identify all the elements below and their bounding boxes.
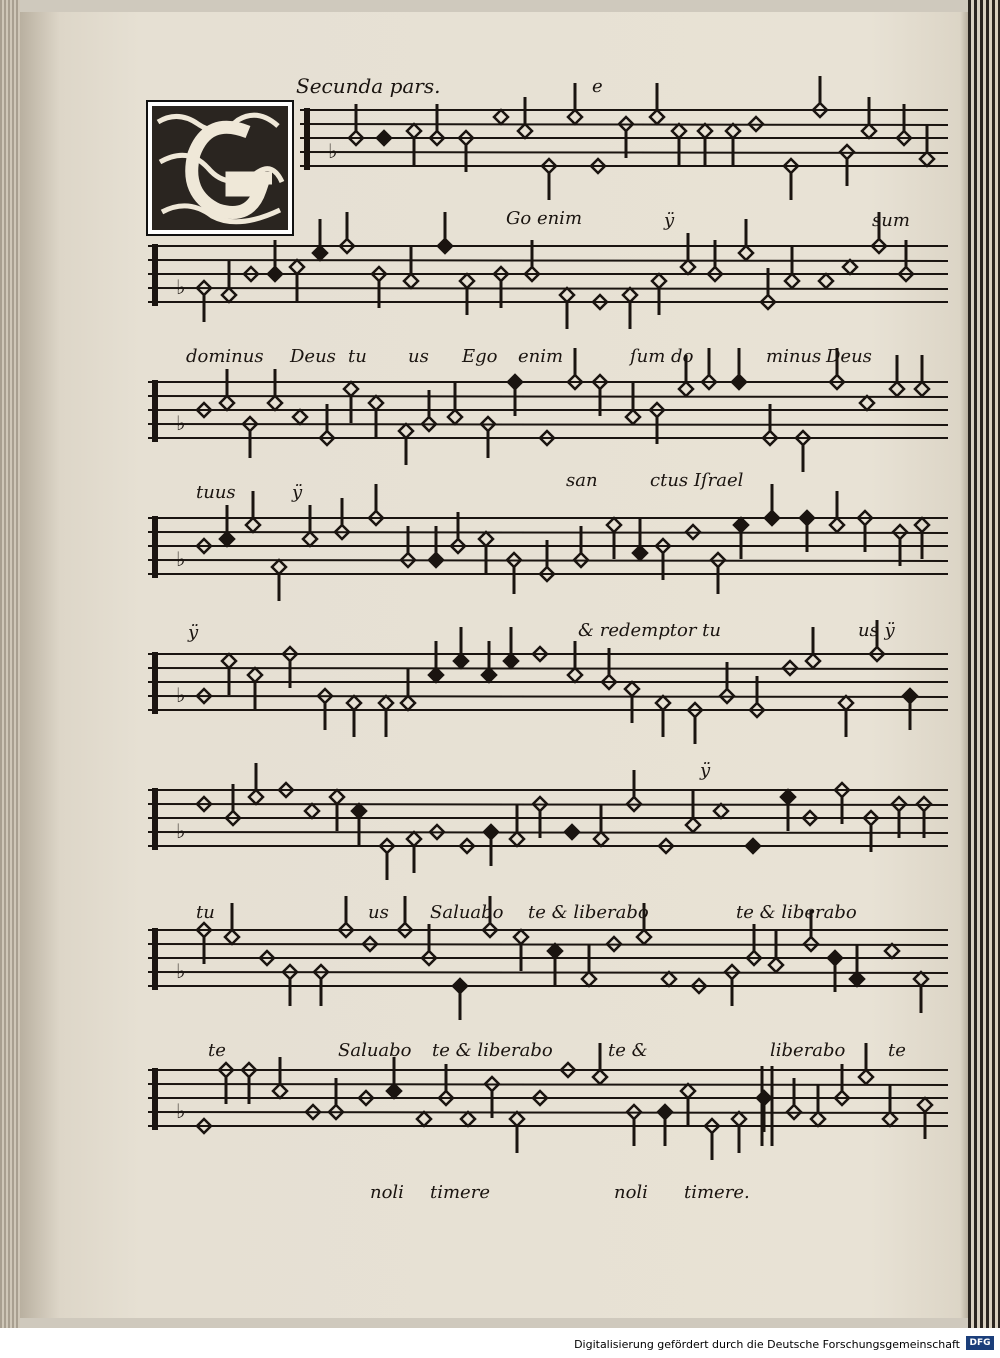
note [461,1112,475,1126]
note [293,410,307,424]
page-signature: e [592,76,603,97]
lyric: te [208,1040,226,1061]
note [686,791,700,832]
note [781,790,795,831]
flat-sign: ♭ [176,411,186,435]
lyric: te & [608,1040,648,1061]
note [246,491,260,532]
note [387,1057,401,1098]
note [890,355,904,396]
note [734,518,748,559]
note [915,518,929,559]
note [417,1112,431,1126]
staff-line [300,124,948,125]
clef-mark [152,244,158,306]
note [494,110,508,124]
note [843,260,857,274]
lyric: minus [766,346,822,367]
note [726,124,740,165]
note [920,125,934,166]
note [330,790,344,831]
dfg-logo-icon: DFG [966,1336,994,1350]
funding-credit: Digitalisierung gefördert durch die Deutsche Forschungsgemeinschaft [574,1338,960,1351]
note [732,1112,746,1153]
note [672,124,686,165]
lyric: ctus Iſrael [650,470,744,491]
lyric: Saluabo [338,1040,412,1061]
note [565,825,579,839]
lyric: enim [518,346,564,367]
staff-line [148,288,948,289]
note [454,627,468,668]
flat-sign: ♭ [176,547,186,571]
note [862,97,876,138]
note [819,274,833,288]
staff-line [148,396,948,397]
lyric: Ego [462,346,498,367]
note [273,1057,287,1098]
note [369,396,383,437]
note [248,668,262,709]
lyric: us [368,902,389,923]
lyric: dominus [186,346,264,367]
lyric: tuus [196,482,236,503]
lyric: tu [196,902,215,923]
lyric: ÿ [188,622,199,643]
note [399,424,413,465]
part-label: Secunda pars. [296,74,441,98]
note [681,233,695,274]
note [830,491,844,532]
lyric: sum [872,210,910,231]
note [222,261,236,302]
lyric: Saluabo [430,902,504,923]
note [582,945,596,986]
note [482,641,496,682]
staff-line [148,944,948,945]
note [765,484,779,525]
note [732,348,746,389]
staff-line [148,668,948,669]
note [453,979,467,1020]
clef-mark [152,788,158,850]
note [504,627,518,668]
note [681,1084,695,1125]
clef-mark [304,108,310,170]
note [518,97,532,138]
note [568,83,582,124]
staff-line [148,1112,948,1113]
note [650,83,664,124]
staff-line [148,696,948,697]
lyric: timere. [684,1182,750,1203]
note [222,654,236,695]
staff-line [148,424,948,425]
flat-sign: ♭ [176,819,186,843]
note [438,212,452,253]
note [225,903,239,944]
note [593,1043,607,1084]
note [268,369,282,410]
note [850,945,864,986]
note [407,832,421,873]
note [739,219,753,260]
note [272,560,286,601]
staff-line [148,260,948,261]
note [698,124,712,165]
note [811,1085,825,1126]
lyric: us ÿ [858,620,895,641]
note [448,383,462,424]
lyric: te & liberabo [736,902,857,923]
note [839,696,853,737]
note [303,505,317,546]
note [714,804,728,818]
clef-mark [152,652,158,714]
lyric: ÿ [664,210,675,231]
note [859,1043,873,1084]
note [883,1085,897,1126]
note [220,505,234,546]
staff-line [148,532,948,533]
note [510,805,524,846]
staff-line [148,1084,948,1085]
note [344,382,358,423]
note [594,805,608,846]
lyric: ſum do [630,346,694,367]
note [514,930,528,971]
clef-mark [152,380,158,442]
lyric: Deus [826,346,872,367]
note [548,944,562,985]
lyric: te & liberabo [528,902,649,923]
staff-line [300,152,948,153]
lyric: noli [614,1182,648,1203]
note [560,288,574,329]
lyric: tu [348,346,367,367]
note [377,131,391,145]
note [785,247,799,288]
flat-sign: ♭ [176,1099,186,1123]
note [305,804,319,818]
flat-sign: ♭ [176,683,186,707]
note [249,763,263,804]
lyric: te & liberabo [432,1040,553,1061]
note [607,518,621,559]
flat-sign: ♭ [176,275,186,299]
lyric: noli [370,1182,404,1203]
staff-line [148,972,948,973]
note [401,669,415,710]
note [625,682,639,723]
note [915,355,929,396]
flat-sign: ♭ [176,959,186,983]
note [429,641,443,682]
note [479,532,493,573]
note [220,369,234,410]
lyric: Go enim [506,208,583,229]
note [652,274,666,315]
note [806,627,820,668]
clef-mark [152,928,158,990]
note [746,839,760,853]
note [290,260,304,301]
note [623,288,637,329]
note [460,274,474,315]
staff-line [148,832,948,833]
note [860,396,874,410]
lyric: us [408,346,429,367]
note [633,519,647,560]
note [662,972,676,986]
note [407,124,421,165]
note [918,1098,932,1139]
note [379,696,393,737]
clef-mark [152,516,158,578]
lyric: timere [430,1182,490,1203]
clef-mark [152,1068,158,1130]
note [914,972,928,1013]
note [769,931,783,972]
note [352,804,366,845]
footer-bar [0,1328,1000,1358]
note [347,696,361,737]
note [626,383,640,424]
lyric: te [888,1040,906,1061]
note [510,1112,524,1153]
flat-sign: ♭ [328,139,338,163]
lyric: ÿ [292,482,303,503]
lyric: san [566,470,598,491]
note [313,219,327,260]
note [656,696,670,737]
note [885,944,899,958]
lyric: liberabo [770,1040,846,1061]
lyric: Deus [290,346,336,367]
note [404,247,418,288]
note [568,641,582,682]
lyric: & redemptor tu [578,620,721,641]
lyric: ÿ [700,760,711,781]
